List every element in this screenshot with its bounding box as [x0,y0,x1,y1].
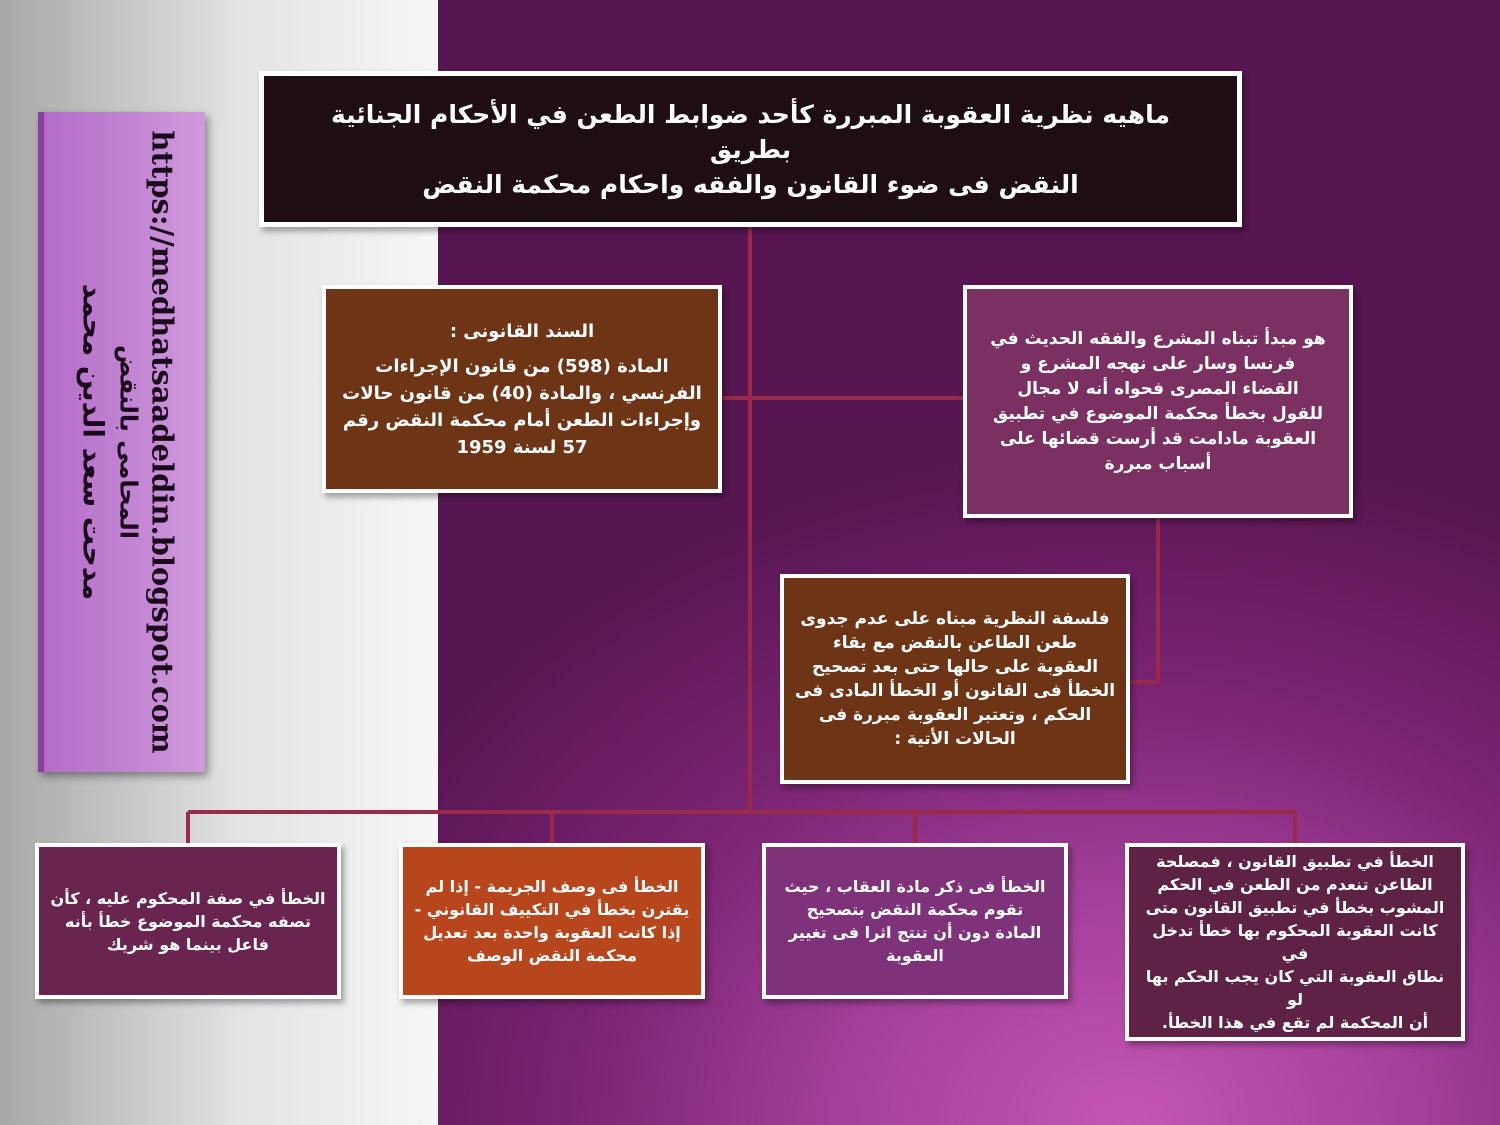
legal-basis-line: الفرنسي ، والمادة (40) من قانون حالات [342,382,702,404]
case-box-convict-capacity [35,843,341,999]
author-role: المحامى بالنقض [115,345,143,539]
case-line: الطاعن تنعدم من الطعن في الحكم [1157,875,1433,894]
case-line: الخطأ فى وصف الجريمة - إذا لم [425,877,679,896]
case-line: الخطأ فى ذكر مادة العقاب ، حيث [784,877,1046,896]
case-line: أن المحكمة لم تقع في هذا الخطأ. [1161,1013,1429,1032]
philosophy-line: الخطأ فى القانون أو الخطأ المادى فى [794,681,1116,701]
case-line: فاعل بينما هو شريك [107,934,269,954]
philosophy-line: الحالات الأتية : [894,729,1016,749]
author-url[interactable]: https://medhatsaadeldin.blogspot.com [146,130,180,754]
author-banner [38,112,205,772]
philosophy-line: العقوبة على حالها حتى بعد تصحيح [811,657,1099,677]
case-line: الخطأ في تطبيق القانون ، فمصلحة [1156,852,1434,871]
title-line-1: ماهيه نظرية العقوبة المبررة كأحد ضوابط الطعن في الأحكام الجنائية بطريق [331,99,1170,164]
case-box-law-application [1125,843,1465,1041]
case-line: إذا كانت العقوبة واحدة بعد تعديل [423,923,681,942]
author-name: مدحت سعد الدين محمد [77,283,110,601]
case-box-penalty-article [762,843,1068,999]
case-line: المادة دون أن تنتج اثرا فى تغيير [788,923,1042,942]
case-line: تقوم محكمة النقض بتصحيح [806,900,1024,919]
case-line: نطاق العقوبة التي كان يجب الحكم بها لو [1145,967,1445,1009]
legal-basis-line: وإجراءات الطعن أمام محكمة النقض رقم [342,409,702,431]
philosophy-line: الحكم ، وتعتبر العقوبة مبررة فى [818,705,1092,725]
principle-line: هو مبدأ تبناه المشرع والفقه الحديث في [990,328,1326,349]
case-line: كانت العقوبة المحكوم بها خطأ تدخل في [1152,921,1438,963]
case-box-crime-description [399,843,705,999]
principle-line: أسباب مبررة [1104,453,1212,474]
legal-basis-heading: السند القانونى : [449,320,595,342]
case-line: المشوب بخطأ في تطبيق القانون متى [1145,898,1445,917]
title-line-2: النقض فى ضوء القانون والفقه واحكام محكمة النقض [422,169,1079,199]
principle-line: القضاء المصرى فحواه أنه لا مجال [1017,378,1299,399]
legal-basis-line: المادة (598) من قانون الإجراءات [375,355,669,377]
philosophy-line: طعن الطاعن بالنقض مع بقاء [833,633,1077,653]
principle-line: للقول بخطأ محكمة الموضوع في تطبيق [993,403,1323,424]
legal-basis-line: 57 لسنة 1959 [456,436,588,458]
case-line: محكمة النقض الوصف [467,946,637,965]
case-line: يقترن بخطأ في التكييف القانوني - [414,900,690,919]
principle-box [963,285,1353,518]
principle-line: العقوبة مادامت قد أرست قضائها على [999,428,1317,449]
philosophy-line: فلسفة النظرية مبناه على عدم جدوى [800,609,1110,629]
case-line: العقوبة [886,946,944,965]
title-box [259,71,1242,227]
legal-basis-box [322,285,722,493]
philosophy-box [780,574,1130,784]
case-line: تصفه محكمة الموضوع خطأ بأنه [65,911,311,931]
case-line: الخطأ في صفة المحكوم عليه ، كأن [50,888,326,908]
principle-line: فرنسا وسار على نهجه المشرع و [1020,353,1296,374]
